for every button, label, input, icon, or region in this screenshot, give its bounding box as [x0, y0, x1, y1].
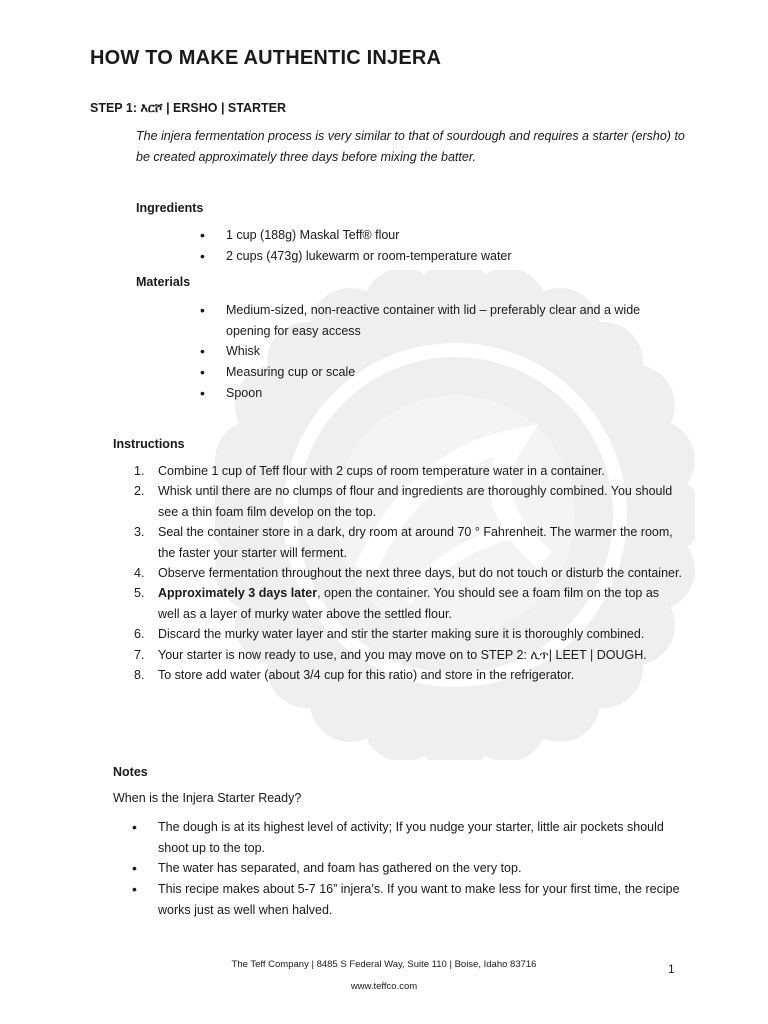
list-text: To store add water (about 3/4 cup for this ratio) and store in the refrigerator.	[158, 668, 575, 683]
list-number: 4.	[134, 566, 145, 581]
list-item	[134, 461, 682, 481]
instructions-list	[134, 461, 682, 685]
list-number: 2.	[134, 484, 145, 499]
list-item: • Measuring cup or scale	[200, 362, 680, 383]
list-text: Seal the container store in a dark, dry room at around 70 ° Fahrenheit. The warmer the room, the faster your starter will ferment.	[158, 525, 673, 560]
footer-address: The Teff Company | 8485 S Federal Way, Suite 110 | Boise, Idaho 83716	[231, 959, 537, 970]
list-item	[134, 563, 682, 583]
list-item: • Spoon	[200, 383, 680, 404]
list-text: Whisk until there are no clumps of flour and ingredients are thoroughly combined. You should see a thin foam film develop on the top.	[158, 484, 673, 519]
notes-list	[132, 817, 684, 921]
list-item	[134, 522, 682, 563]
materials-heading: Materials	[136, 275, 191, 289]
list-text: Discard the murky water layer and stir the starter making sure it is thoroughly combined.	[158, 627, 645, 642]
list-number: 5.	[134, 586, 145, 601]
ingredients-list	[200, 225, 700, 266]
list-text: Combine 1 cup of Teff flour with 2 cups of room temperature water in a container.	[158, 464, 605, 478]
page-title: HOW TO MAKE AUTHENTIC INJERA	[90, 47, 442, 69]
list-item	[134, 624, 682, 644]
instructions-heading: Instructions	[113, 437, 185, 451]
list-item: • This recipe makes about 5-7 16” injera’s. If you want to make less for your first time, the recipe works just as well when halved.	[132, 879, 684, 920]
list-item	[134, 583, 682, 624]
list-number: 8.	[134, 668, 145, 683]
list-item	[134, 665, 682, 685]
list-number: 6.	[134, 627, 145, 642]
list-item	[134, 481, 682, 522]
page-number: 1	[668, 962, 675, 976]
list-number: 3.	[134, 525, 145, 540]
list-item: • Whisk	[200, 341, 680, 362]
list-item: • Medium-sized, non-reactive container with lid – preferably clear and a wide opening for easy access	[200, 300, 680, 341]
bold-text: Approximately 3 days later	[158, 586, 318, 601]
list-item	[134, 645, 682, 665]
list-number: 1.	[134, 464, 145, 478]
list-item: • The water has separated, and foam has gathered on the very top.	[132, 858, 684, 879]
list-text: Your starter is now ready to use, and you may move on to STEP 2: ሊጥ| LEET | DOUGH.	[158, 647, 647, 662]
notes-question: When is the Injera Starter Ready?	[113, 791, 302, 805]
materials-list	[200, 300, 680, 404]
ingredients-heading: Ingredients	[136, 201, 204, 215]
footer-url: www.teffco.com	[350, 981, 418, 992]
list-text: , open the container. You should see a foam film on the top as well as a layer of murky water above the settled flour.	[158, 586, 660, 621]
notes-heading: Notes	[113, 765, 148, 779]
list-item: • The dough is at its highest level of activity; If you nudge your starter, little air pockets should shoot up to the top.	[132, 817, 684, 858]
list-item: • 2 cups (473g) lukewarm or room-temperature water	[200, 246, 700, 267]
list-number: 7.	[134, 647, 145, 662]
list-text: Observe fermentation throughout the next three days, but do not touch or disturb the container.	[158, 566, 682, 581]
list-item: • 1 cup (188g) Maskal Teff® flour	[200, 225, 700, 246]
intro-paragraph: The injera fermentation process is very similar to that of sourdough and requires a starter (ersho) to be created approximately three days before mixing the batter.	[136, 129, 685, 164]
step-1-heading: STEP 1: እርሾ | ERSHO | STARTER	[90, 101, 287, 115]
